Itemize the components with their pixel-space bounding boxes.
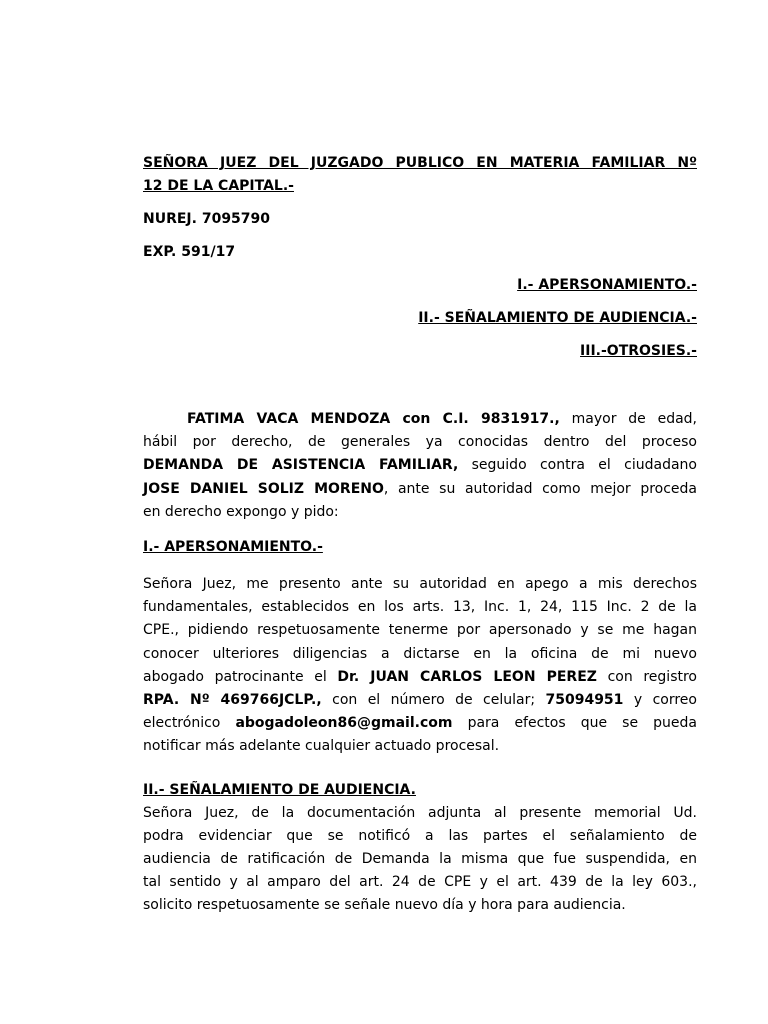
- intro-paragraph: [143, 408, 697, 524]
- s1-line-6: RPA. Nº 469766JCLP., con el número de celular; 75094951 y correo: [143, 692, 697, 709]
- court-address: [143, 152, 697, 198]
- court-line-2: 12 DE LA CAPITAL.-: [143, 178, 294, 194]
- case-type: DEMANDA DE ASISTENCIA FAMILIAR,: [143, 457, 459, 474]
- email-address: abogadoleon86@gmail.com: [235, 715, 453, 732]
- s1-line-1: Señora Juez, me presento ante su autoridad en apego a mis derechos: [143, 576, 697, 593]
- s2-line-1: Señora Juez, de la documentación adjunta al presente memorial Ud.: [143, 804, 697, 821]
- petitioner-name: FATIMA VACA MENDOZA con C.I. 9831917.,: [187, 411, 560, 427]
- sumilla-item-2: II.- SEÑALAMIENTO DE AUDIENCIA.-: [418, 310, 697, 326]
- sumilla-item-3: III.-OTROSIES.-: [580, 343, 697, 359]
- s1-line-5: abogado patrocinante el Dr. JUAN CARLOS LEON PEREZ con registro: [143, 668, 697, 685]
- court-line-1: SEÑORA JUEZ DEL JUZGADO PUBLICO EN MATERIA FAMILIAR Nº: [143, 155, 697, 171]
- document-page: [143, 152, 697, 918]
- s1-line-3: CPE., pidiendo respetuosamente tenerme por apersonado y se me hagan: [143, 622, 697, 639]
- sumilla-item-1: I.- APERSONAMIENTO.-: [517, 277, 697, 293]
- intro-line-2: hábil por derecho, de generales ya conocidas dentro del proceso: [143, 434, 697, 451]
- s2-line-5: solicito respetuosamente se señale nuevo día y hora para audiencia.: [143, 897, 626, 914]
- s1-line-2: fundamentales, establecidos en los arts. 13, Inc. 1, 24, 115 Inc. 2 de la: [143, 599, 697, 616]
- s1-line-8: notificar más adelante cualquier actuado procesal.: [143, 738, 500, 755]
- expediente-number: EXP. 591/17: [143, 244, 236, 260]
- s1-line-7: electrónico abogadoleon86@gmail.com para efectos que se pueda: [143, 715, 698, 732]
- rpa-registration: RPA. Nº 469766JCLP.,: [143, 692, 322, 709]
- s1-line-4: conocer ulteriores diligencias a dictarse en la oficina de mi nuevo: [143, 645, 697, 662]
- section-2-paragraph: [143, 802, 697, 918]
- intro-line-4: JOSE DANIEL SOLIZ MORENO, ante su autoridad como mejor proceda: [143, 480, 697, 497]
- intro-line-3: DEMANDA DE ASISTENCIA FAMILIAR, seguido contra el ciudadano: [143, 457, 697, 474]
- section-2-title: II.- SEÑALAMIENTO DE AUDIENCIA.: [143, 781, 416, 798]
- lawyer-name: Dr. JUAN CARLOS LEON PEREZ: [337, 668, 597, 685]
- phone-number: 75094951: [545, 692, 624, 709]
- s2-line-4: tal sentido y al amparo del art. 24 de CPE y el art. 439 de la ley 603.,: [143, 874, 697, 891]
- defendant-name: JOSE DANIEL SOLIZ MORENO: [143, 480, 384, 497]
- section-1-title: I.- APERSONAMIENTO.-: [143, 539, 323, 556]
- section-1-paragraph: [143, 573, 697, 759]
- s2-line-3: audiencia de ratificación de Demanda la misma que fue suspendida, en: [143, 851, 697, 868]
- intro-line-1: FATIMA VACA MENDOZA con C.I. 9831917., mayor de edad,: [187, 411, 697, 427]
- nurej-number: NUREJ. 7095790: [143, 211, 271, 227]
- s2-line-2: podra evidenciar que se notificó a las partes el señalamiento de: [143, 827, 697, 844]
- intro-line-5: en derecho expongo y pido:: [143, 503, 339, 520]
